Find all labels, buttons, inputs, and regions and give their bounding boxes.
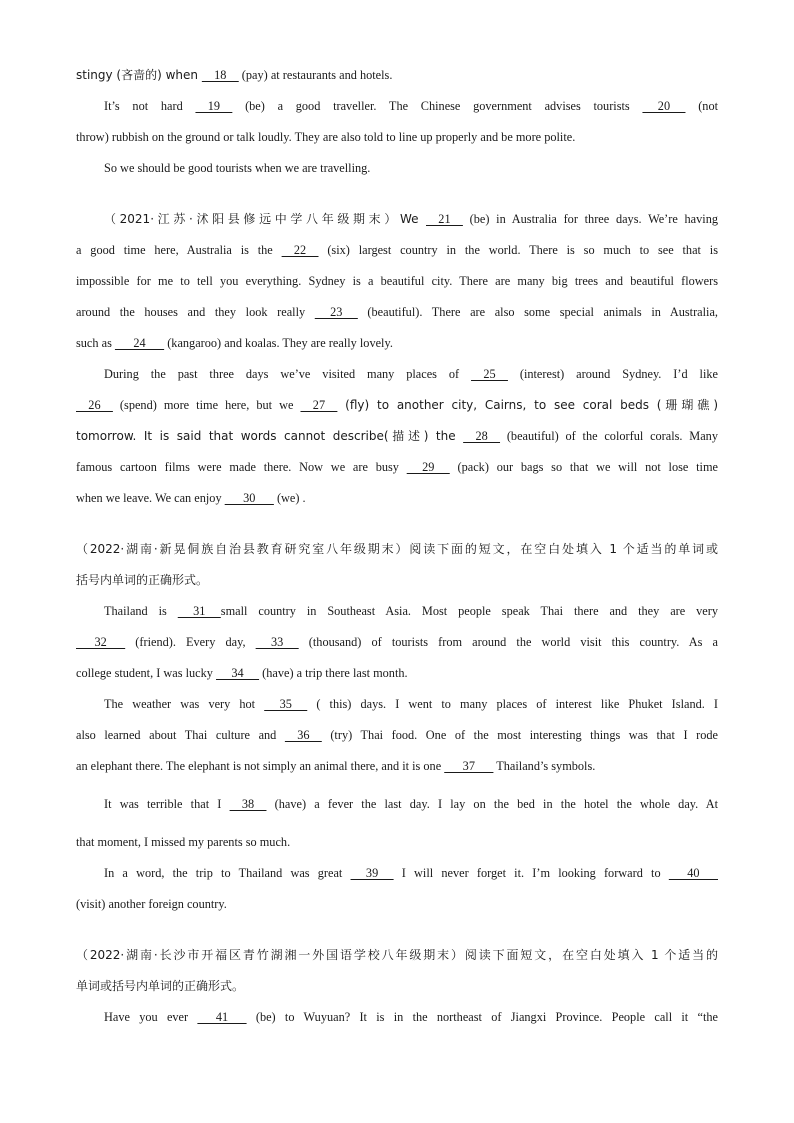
answer-blank: 37 bbox=[444, 759, 494, 773]
text-line bbox=[76, 751, 718, 782]
text-segment: also learned about Thai culture and bbox=[76, 728, 285, 742]
text-segment: (beautiful) of the colorful corals. Many bbox=[500, 429, 718, 443]
answer-blank: 24 bbox=[114, 336, 165, 350]
text-line bbox=[76, 122, 718, 153]
text-line bbox=[76, 1002, 718, 1033]
text-line bbox=[76, 789, 718, 820]
blank-line bbox=[76, 920, 718, 940]
text-line bbox=[76, 60, 718, 91]
text-segment: During the past three days we’ve visited many places of bbox=[104, 367, 472, 381]
text-line bbox=[76, 359, 718, 390]
text-segment: It was terrible that I bbox=[104, 797, 230, 811]
text-line bbox=[76, 483, 718, 514]
text-segment: So we should be good tourists when we are travelling. bbox=[104, 161, 371, 175]
text-segment: (fly) to another city, Cairns, to see coral beds (珊瑚礁) bbox=[337, 398, 718, 412]
text-segment: (interest) around Sydney. I’d like bbox=[507, 367, 718, 381]
answer-blank: 26 bbox=[76, 398, 113, 412]
text-segment: (we) . bbox=[273, 491, 306, 505]
answer-blank: 32 bbox=[76, 635, 126, 649]
text-segment: small country in Southeast Asia. Most people speak Thai there and they are very bbox=[220, 604, 718, 618]
text-segment: Thailand is bbox=[104, 604, 178, 618]
answer-blank: 39 bbox=[350, 866, 394, 880]
spacer bbox=[76, 820, 718, 827]
text-segment: (thousand) of tourists from around the world visit this country. As a bbox=[298, 635, 718, 649]
text-segment: It’s not hard bbox=[104, 99, 196, 113]
answer-blank: 28 bbox=[463, 429, 501, 443]
spacer bbox=[76, 782, 718, 789]
text-line bbox=[76, 565, 718, 596]
text-segment: Thailand’s symbols. bbox=[493, 759, 596, 773]
answer-blank: 29 bbox=[406, 460, 450, 474]
answer-blank: 33 bbox=[255, 635, 299, 649]
answer-blank: 36 bbox=[284, 728, 322, 742]
text-line bbox=[76, 390, 718, 421]
text-line bbox=[76, 452, 718, 483]
answer-blank: 23 bbox=[314, 305, 358, 319]
text-segment: (pack) our bags so that we will not lose time bbox=[449, 460, 718, 474]
text-segment: tomorrow. It is said that words cannot describe(描述) the bbox=[76, 429, 464, 443]
text-line bbox=[76, 858, 718, 889]
text-line bbox=[76, 266, 718, 297]
answer-blank: 20 bbox=[642, 99, 686, 113]
text-segment: a good time here, Australia is the bbox=[76, 243, 282, 257]
text-segment: (be) in Australia for three days. We’re having bbox=[462, 212, 718, 226]
text-line bbox=[76, 720, 718, 751]
text-line bbox=[76, 658, 718, 689]
text-segment: around the houses and they look really bbox=[76, 305, 315, 319]
answer-blank: 18 bbox=[201, 68, 239, 82]
text-segment: (have) a trip there last month. bbox=[259, 666, 408, 680]
answer-blank: 19 bbox=[195, 99, 233, 113]
text-segment: (have) a fever the last day. I lay on the bed in the hotel the whole day. At bbox=[266, 797, 718, 811]
text-line bbox=[76, 153, 718, 184]
text-segment: that moment, I missed my parents so much. bbox=[76, 835, 291, 849]
answer-blank: 31 bbox=[177, 604, 221, 618]
text-line bbox=[76, 827, 718, 858]
text-line bbox=[76, 596, 718, 627]
answer-blank: 21 bbox=[426, 212, 463, 226]
text-segment: an elephant there. The elephant is not simply an animal there, and it is one bbox=[76, 759, 445, 773]
answer-blank: 22 bbox=[281, 243, 319, 257]
text-segment: (be) to Wuyuan? It is in the northeast of Jiangxi Province. People call it “the bbox=[246, 1010, 718, 1024]
text-segment: (friend). Every day, bbox=[125, 635, 256, 649]
text-line bbox=[76, 421, 718, 452]
blank-line bbox=[76, 514, 718, 534]
text-segment: 单词或括号内单词的正确形式。 bbox=[76, 979, 245, 993]
text-segment: (six) largest country in the world. There is so much to see that is bbox=[318, 243, 718, 257]
text-segment: ( this) days. I went to many places of interest like Phuket Island. I bbox=[307, 697, 718, 711]
text-segment: (pay) at restaurants and hotels. bbox=[238, 68, 393, 82]
text-segment: 括号内单词的正确形式。 bbox=[76, 573, 209, 587]
text-segment: (not bbox=[685, 99, 718, 113]
text-segment: (visit) another foreign country. bbox=[76, 897, 227, 911]
answer-blank: 40 bbox=[668, 866, 718, 880]
text-line bbox=[76, 91, 718, 122]
text-line bbox=[76, 627, 718, 658]
answer-blank: 38 bbox=[229, 797, 267, 811]
answer-blank: 30 bbox=[224, 491, 274, 505]
blank-line bbox=[76, 184, 718, 204]
text-segment: Have you ever bbox=[104, 1010, 198, 1024]
text-line bbox=[76, 534, 718, 565]
text-line bbox=[76, 328, 718, 359]
text-segment: (kangaroo) and koalas. They are really lovely. bbox=[164, 336, 393, 350]
answer-blank: 35 bbox=[264, 697, 308, 711]
text-segment: (try) Thai food. One of the most interesting things was that I rode bbox=[321, 728, 718, 742]
text-line bbox=[76, 940, 718, 971]
text-segment: The weather was very hot bbox=[104, 697, 265, 711]
text-segment: (spend) more time here, but we bbox=[112, 398, 301, 412]
text-line bbox=[76, 689, 718, 720]
text-segment: throw) rubbish on the ground or talk loudly. They are also told to line up properly and be more polite. bbox=[76, 130, 576, 144]
text-segment: （2022·湖南·新晃侗族自治县教育研究室八年级期末）阅读下面的短文，在空白处填入 1 个适当的单词或 bbox=[76, 542, 718, 556]
text-segment: stingy (吝啬的) when bbox=[76, 68, 202, 82]
text-segment: (be) a good traveller. The Chinese government advises tourists bbox=[232, 99, 643, 113]
text-segment: such as bbox=[76, 336, 115, 350]
text-line bbox=[76, 971, 718, 1002]
text-line bbox=[76, 889, 718, 920]
text-segment: college student, I was lucky bbox=[76, 666, 217, 680]
text-segment: impossible for me to tell you everything. Sydney is a beautiful city. There are many big trees and beautiful flowers bbox=[76, 274, 718, 288]
answer-blank: 41 bbox=[197, 1010, 247, 1024]
text-line bbox=[76, 204, 718, 235]
text-segment: （2021·江苏·沭阳县修远中学八年级期末）We bbox=[104, 212, 426, 226]
text-segment: I will never forget it. I’m looking forward to bbox=[393, 866, 669, 880]
text-segment: (beautiful). There are also some special animals in Australia, bbox=[357, 305, 718, 319]
text-line bbox=[76, 235, 718, 266]
worksheet-page bbox=[76, 60, 718, 1033]
answer-blank: 27 bbox=[300, 398, 338, 412]
answer-blank: 25 bbox=[471, 367, 508, 381]
text-segment: famous cartoon films were made there. Now we are busy bbox=[76, 460, 407, 474]
answer-blank: 34 bbox=[216, 666, 260, 680]
text-segment: （2022·湖南·长沙市开福区青竹湖湘一外国语学校八年级期末）阅读下面短文，在空白处填入 1 个适当的 bbox=[76, 948, 718, 962]
text-segment: In a word, the trip to Thailand was great bbox=[104, 866, 351, 880]
text-segment: when we leave. We can enjoy bbox=[76, 491, 225, 505]
text-line bbox=[76, 297, 718, 328]
